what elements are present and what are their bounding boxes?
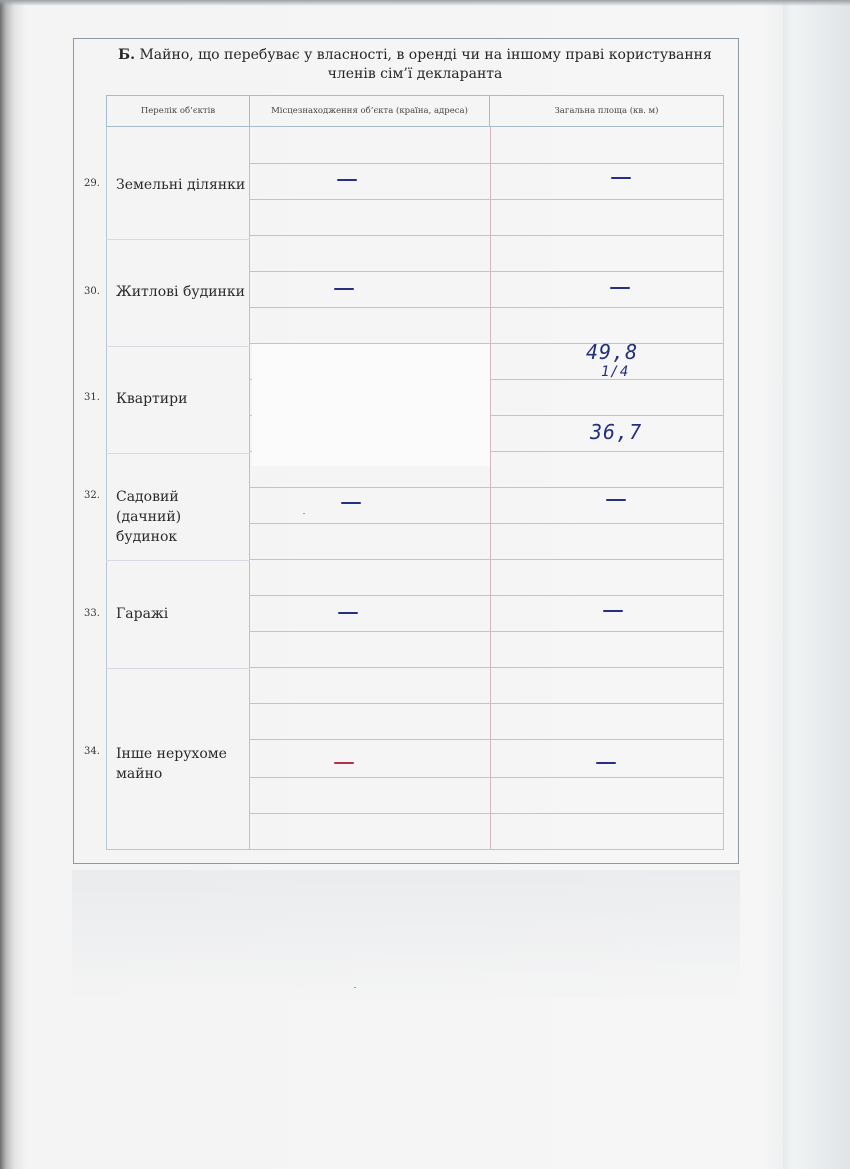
grid-rule — [249, 739, 724, 740]
area-33-value — [603, 610, 623, 612]
label-sep-33 — [106, 668, 250, 669]
row-number-31: 31. — [84, 392, 100, 403]
scan-top-shadow — [0, 0, 850, 6]
area-34-value — [596, 762, 616, 764]
header-area: Загальна площа (кв. м) — [489, 95, 724, 127]
grid-rule — [249, 523, 724, 524]
label-sep-32 — [106, 560, 250, 561]
table-left-border — [106, 127, 107, 850]
grid-rule — [249, 307, 724, 308]
location-29-value — [337, 179, 357, 181]
area-31-share-1: 1/4 — [601, 364, 630, 380]
section-title-line1: Майно, що перебуває у власності, в оренді чи на іншому праві користування — [139, 47, 712, 63]
row-label-29: Земельні ділянки — [116, 177, 246, 193]
grid-rule — [249, 271, 724, 272]
row-label-33: Гаражі — [116, 606, 169, 622]
grid-rule — [249, 235, 724, 236]
grid-rule — [249, 777, 724, 778]
area-32-value — [606, 499, 626, 501]
scan-speck — [303, 513, 305, 514]
row-number-34: 34. — [84, 746, 100, 757]
grid-rule — [249, 163, 724, 164]
grid-rule — [249, 199, 724, 200]
section-title — [110, 46, 720, 84]
row-label-34: Інше нерухоме майно — [116, 746, 227, 782]
label-sep-29 — [106, 239, 250, 240]
location-30-value — [334, 288, 354, 290]
grid-rule — [249, 703, 724, 704]
header-location: Місцезнаходження об’єкта (країна, адреса) — [249, 95, 490, 127]
row-number-33: 33. — [84, 608, 100, 619]
location-32-value — [341, 502, 361, 504]
area-31-value-2: 36,7 — [590, 420, 643, 444]
location-34-value — [334, 762, 354, 764]
label-sep-31 — [106, 453, 250, 454]
row-label-30: Житлові будинки — [116, 284, 245, 300]
location-33-value — [338, 612, 358, 614]
grid-rule — [249, 487, 724, 488]
table-bottom-border — [106, 849, 724, 850]
scan-speck — [354, 987, 356, 988]
row-number-29: 29. — [84, 178, 100, 189]
grid-rule — [249, 595, 724, 596]
grid-rule — [249, 813, 724, 814]
header-objects: Перелік об’єктів — [106, 95, 250, 127]
row-number-32: 32. — [84, 490, 100, 501]
grid-rule — [249, 667, 724, 668]
section-letter: Б. — [118, 47, 136, 63]
area-29-value — [611, 177, 631, 179]
correction-area — [252, 344, 490, 466]
page-edge-strip — [783, 0, 850, 1169]
grid-rule — [249, 631, 724, 632]
area-30-value — [610, 287, 630, 289]
property-table — [106, 95, 724, 850]
row-number-30: 30. — [84, 286, 100, 297]
label-sep-30 — [106, 346, 250, 347]
bleed-through-area — [72, 870, 740, 998]
area-31-value-1: 49,8 — [586, 340, 639, 364]
row-label-31: Квартири — [116, 391, 188, 407]
grid-rule — [249, 559, 724, 560]
row-label-32: Садовий (дачний) будинок — [116, 489, 182, 545]
section-title-line2: членів сім’ї декларанта — [327, 66, 503, 82]
